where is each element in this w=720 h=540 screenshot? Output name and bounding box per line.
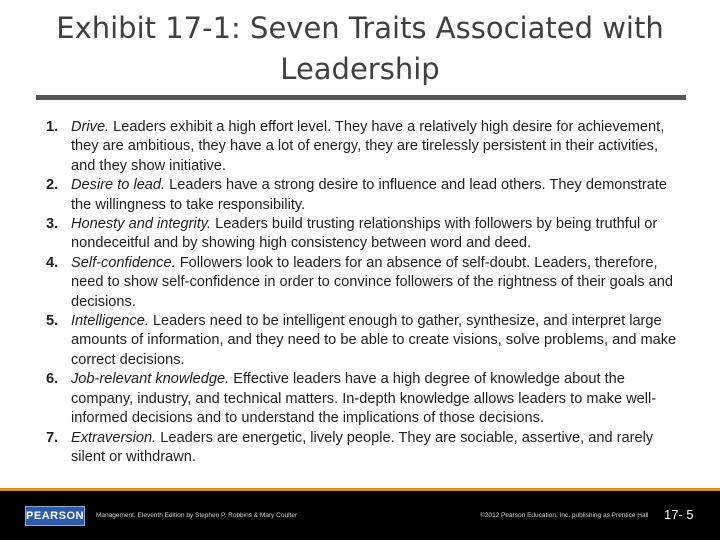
trait-number: 6. [46, 371, 59, 388]
trait-term: Self-confidence. [71, 254, 176, 271]
trait-item [46, 429, 686, 468]
trait-term: Drive. [71, 119, 110, 135]
trait-number: 1. [46, 119, 59, 135]
slide-title-line-1: Exhibit 17-1: Seven Traits Associated with [56, 11, 664, 45]
trait-term: Extraversion. [71, 429, 157, 446]
trait-item [46, 176, 686, 215]
trait-description: Leaders build trusting relationships with followers by being truthful or nondeceitful and by showing high consistency between word and deed. [71, 216, 658, 252]
trait-item [46, 370, 686, 428]
slide-title [40, 8, 680, 90]
trait-body [71, 176, 686, 215]
trait-term: Honesty and integrity. [71, 216, 212, 233]
trait-number: 5. [46, 313, 59, 330]
trait-body [71, 370, 686, 428]
trait-body [71, 254, 686, 312]
trait-number: 3. [46, 216, 59, 233]
slide-title-line-2: Leadership [280, 52, 440, 86]
page-number: 17- 5 [664, 507, 694, 522]
trait-body [71, 312, 686, 370]
trait-term: Desire to lead. [71, 177, 166, 194]
trait-body [71, 215, 686, 254]
trait-item [46, 118, 686, 176]
traits-list [46, 118, 686, 467]
title-divider [36, 95, 686, 100]
trait-number: 7. [46, 429, 59, 446]
trait-description: Leaders have a strong desire to influence and lead others. They demonstrate the willingness to take responsibility. [71, 177, 668, 213]
trait-description: Leaders exhibit a high effort level. They have a relatively high desire for achievement, they are ambitious, they have a lot of energy, they are tirelessly persistent in their activities, and they show initiative. [71, 119, 665, 174]
footer-copyright: ©2012 Pearson Education, Inc. publishing as Prentice Hall [480, 512, 649, 519]
trait-body [71, 429, 686, 468]
trait-item [46, 215, 686, 254]
footer-credit: Management, Eleventh Edition by Stephen P. Robbins & Mary Coulter [96, 512, 298, 519]
trait-body [71, 118, 686, 176]
trait-description: Followers look to leaders for an absence of self-doubt. Leaders, therefore, need to show self-confidence in order to convince followers of the rightness of their goals and decisions. [71, 254, 673, 310]
pearson-logo: PEARSON [25, 506, 85, 526]
trait-item [46, 254, 686, 312]
trait-number: 2. [46, 177, 59, 194]
trait-description: Leaders need to be intelligent enough to gather, synthesize, and interpret large amounts of information, and they need to be able to create visions, solve problems, and make correct decisions. [71, 313, 677, 368]
trait-number: 4. [46, 254, 59, 271]
trait-term: Intelligence. [71, 313, 149, 330]
trait-description: Leaders are energetic, lively people. They are sociable, assertive, and rarely silent or withdrawn. [71, 429, 654, 465]
footer-accent-line [0, 488, 720, 491]
trait-item [46, 312, 686, 370]
trait-term: Job-relevant knowledge. [71, 371, 230, 388]
trait-description: Effective leaders have a high degree of knowledge about the company, industry, and technical matters. In-depth knowledge allows leaders to make well-informed decisions and to understand the implications of those decisions. [71, 371, 657, 427]
